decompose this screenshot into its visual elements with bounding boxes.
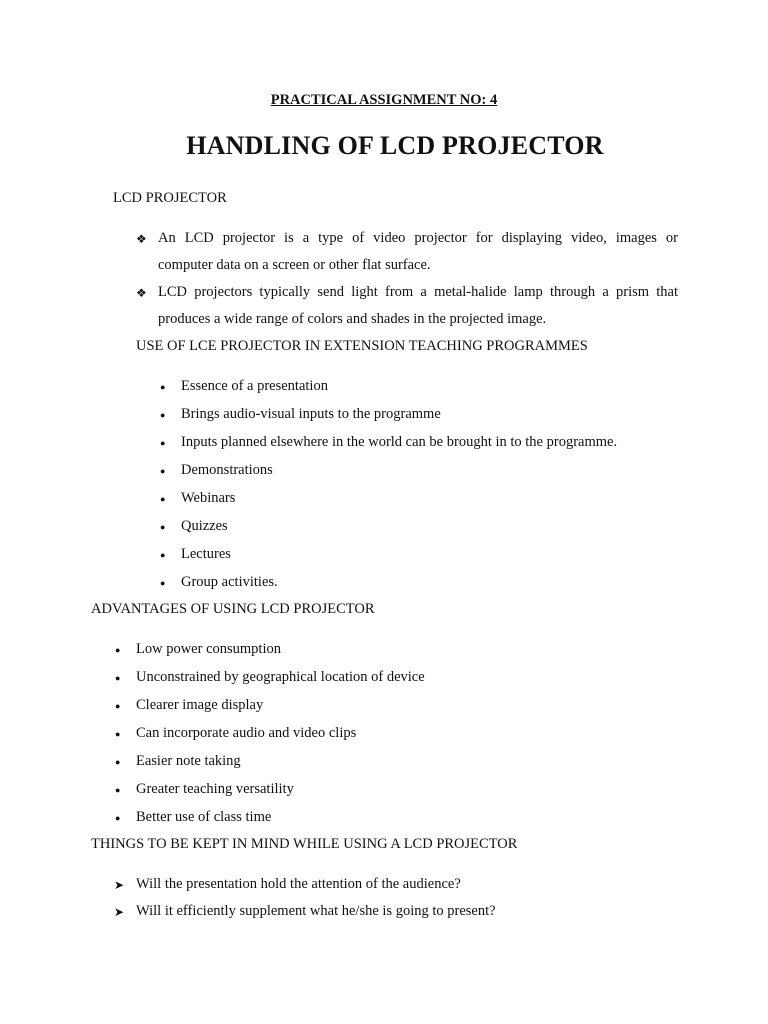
round-bullet-icon: ● bbox=[160, 494, 166, 504]
section-heading-advantages: ADVANTAGES OF USING LCD PROJECTOR bbox=[91, 601, 375, 617]
use-item: Lectures bbox=[181, 546, 231, 562]
round-bullet-icon: ● bbox=[160, 382, 166, 392]
section-heading-use: USE OF LCE PROJECTOR IN EXTENSION TEACHING PROGRAMMES bbox=[136, 338, 588, 354]
use-item: Brings audio-visual inputs to the programme bbox=[181, 406, 441, 422]
section-heading-things: THINGS TO BE KEPT IN MIND WHILE USING A LCD PROJECTOR bbox=[91, 836, 518, 852]
section-heading-lcd: LCD PROJECTOR bbox=[113, 190, 227, 206]
round-bullet-icon: ● bbox=[160, 410, 166, 420]
round-bullet-icon: ● bbox=[115, 785, 121, 795]
use-item: Inputs planned elsewhere in the world can be brought in to the programme. bbox=[181, 434, 618, 450]
use-item: Essence of a presentation bbox=[181, 378, 328, 394]
lcd-point-2-line-1: LCD projectors typically send light from a metal-halide lamp through a prism that bbox=[158, 284, 678, 300]
advantage-item: Clearer image display bbox=[136, 697, 264, 713]
advantage-item: Easier note taking bbox=[136, 753, 241, 769]
use-item: Group activities. bbox=[181, 574, 278, 590]
arrowhead-bullet-icon: ➤ bbox=[114, 878, 125, 892]
use-item: Quizzes bbox=[181, 518, 228, 534]
use-item: Webinars bbox=[181, 490, 236, 506]
round-bullet-icon: ● bbox=[160, 438, 166, 448]
round-bullet-icon: ● bbox=[160, 466, 166, 476]
assignment-number: PRACTICAL ASSIGNMENT NO: 4 bbox=[270, 92, 498, 108]
arrowhead-bullet-icon: ➤ bbox=[114, 905, 125, 919]
round-bullet-icon: ● bbox=[115, 701, 121, 711]
round-bullet-icon: ● bbox=[160, 550, 166, 560]
use-item: Demonstrations bbox=[181, 462, 273, 478]
things-item: Will the presentation hold the attention of the audience? bbox=[136, 876, 461, 892]
lcd-point-1-line-2: computer data on a screen or other flat surface. bbox=[158, 257, 431, 273]
round-bullet-icon: ● bbox=[160, 578, 166, 588]
four-diamond-bullet-icon: ❖ bbox=[136, 232, 147, 246]
round-bullet-icon: ● bbox=[115, 673, 121, 683]
things-item: Will it efficiently supplement what he/she is going to present? bbox=[136, 903, 496, 919]
round-bullet-icon: ● bbox=[115, 813, 121, 823]
lcd-point-1-line-1: An LCD projector is a type of video projector for displaying video, images or bbox=[158, 230, 678, 246]
advantage-item: Can incorporate audio and video clips bbox=[136, 725, 357, 741]
round-bullet-icon: ● bbox=[115, 757, 121, 767]
advantage-item: Low power consumption bbox=[136, 641, 281, 657]
advantage-item: Greater teaching versatility bbox=[136, 781, 294, 797]
round-bullet-icon: ● bbox=[115, 729, 121, 739]
lcd-point-2-line-2: produces a wide range of colors and shades in the projected image. bbox=[158, 311, 547, 327]
advantage-item: Better use of class time bbox=[136, 809, 272, 825]
four-diamond-bullet-icon: ❖ bbox=[136, 286, 147, 300]
round-bullet-icon: ● bbox=[160, 522, 166, 532]
round-bullet-icon: ● bbox=[115, 645, 121, 655]
advantage-item: Unconstrained by geographical location of device bbox=[136, 669, 425, 685]
page-title: HANDLING OF LCD PROJECTOR bbox=[186, 131, 604, 160]
